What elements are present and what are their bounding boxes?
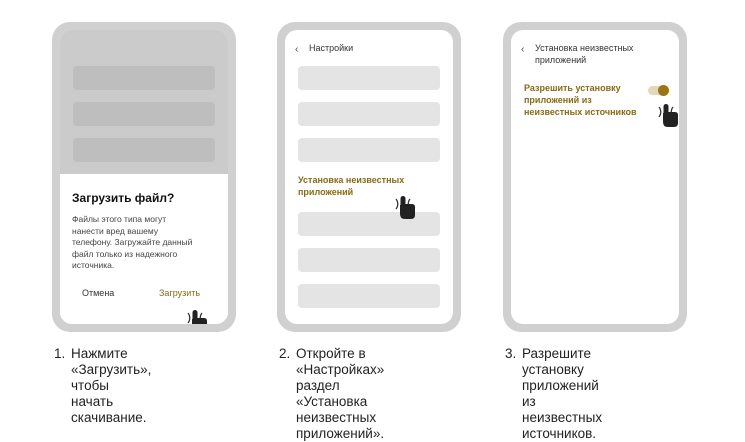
- step-number: 2.: [279, 346, 291, 361]
- screen-title: Установка неизвестных приложений: [535, 43, 634, 65]
- step-text: Откройте в «Настройках» раздел «Установка неизвестных приложений».: [296, 346, 385, 441]
- step-1: [52, 0, 242, 423]
- allow-unknown-sources-label: Разрешить установку приложений из неизвестных источников: [524, 83, 637, 117]
- placeholder-row: [73, 102, 215, 126]
- settings-row: [298, 102, 440, 126]
- settings-row: [298, 66, 440, 90]
- phone-frame: [52, 22, 236, 332]
- phone-screen: [60, 30, 228, 324]
- dialog-title: Загрузить файл?: [72, 191, 175, 205]
- toggle-knob: [658, 85, 669, 96]
- tap-hand-icon: [654, 98, 679, 128]
- chevron-left-icon[interactable]: ‹: [295, 44, 299, 55]
- download-button[interactable]: Загрузить: [159, 288, 201, 298]
- placeholder-row: [73, 138, 215, 162]
- settings-row: [298, 248, 440, 272]
- step-number: 1.: [54, 346, 66, 361]
- chevron-left-icon[interactable]: ‹: [521, 44, 525, 55]
- settings-row: [298, 284, 440, 308]
- tap-hand-icon: [391, 190, 419, 220]
- phone-frame: [277, 22, 461, 332]
- settings-row: [298, 138, 440, 162]
- phone-screen: [285, 30, 453, 324]
- step-text: Нажмите «Загрузить», чтобы начать скачивание.: [71, 346, 152, 425]
- placeholder-row: [73, 66, 215, 90]
- step-3: [503, 0, 693, 441]
- dimmed-background: [60, 30, 228, 174]
- download-dialog: [60, 174, 228, 324]
- tap-hand-icon: [183, 304, 211, 324]
- screen-title: Настройки: [309, 43, 354, 53]
- dialog-message: Файлы этого типа могут нанести вред вашему телефону. Загружайте данный файл только из надежного источника.: [72, 214, 193, 270]
- step-number: 3.: [505, 346, 517, 361]
- phone-screen: [511, 30, 679, 324]
- cancel-button[interactable]: Отмена: [82, 288, 115, 298]
- unknown-apps-setting[interactable]: Установка неизвестных приложений: [298, 175, 405, 197]
- allow-unknown-sources-toggle[interactable]: [648, 86, 668, 95]
- step-text: Разрешите установку приложений из неизвестных источников.: [522, 346, 603, 441]
- phone-frame: [503, 22, 687, 332]
- step-2: [277, 0, 467, 441]
